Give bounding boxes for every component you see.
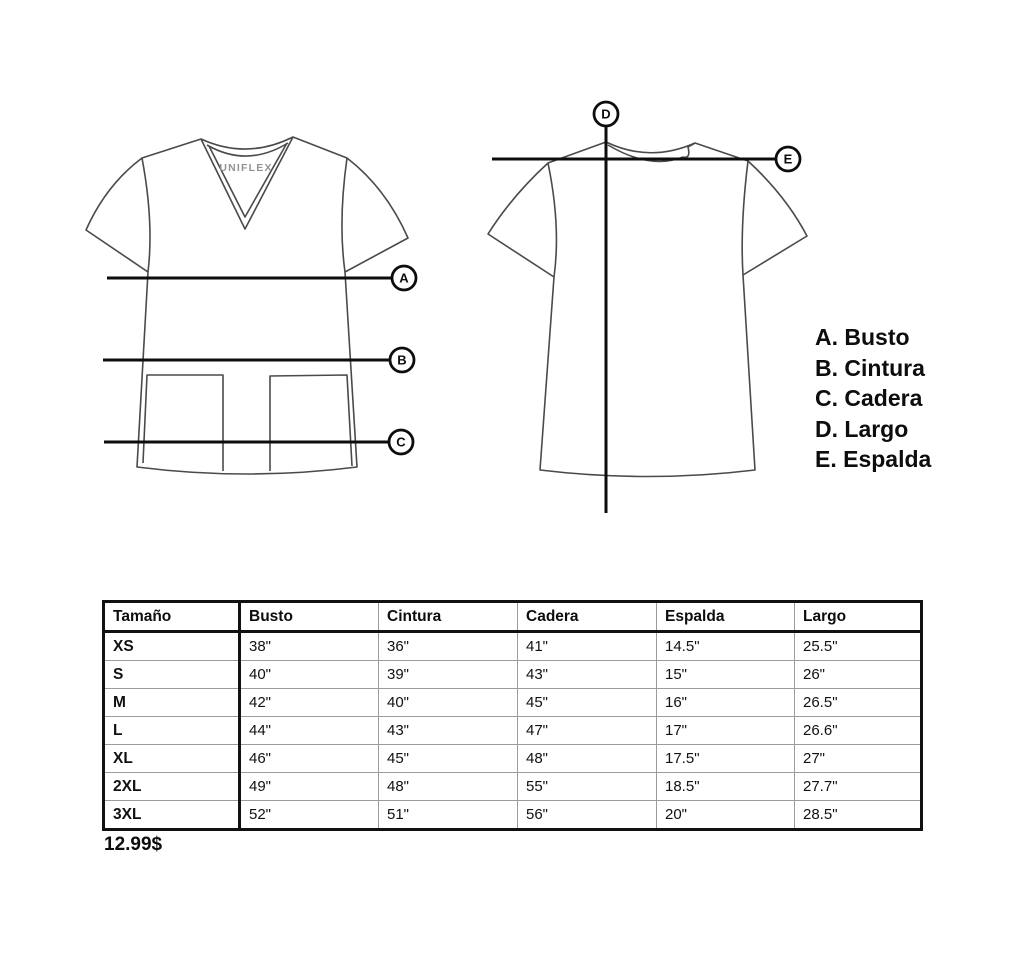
cell-cadera: 47"	[518, 717, 657, 745]
cell-cintura: 43"	[379, 717, 518, 745]
legend-item-busto: A. Busto	[815, 324, 910, 350]
measurement-legend	[815, 322, 931, 475]
header-espalda: Espalda	[657, 602, 795, 632]
cell-espalda: 15"	[657, 661, 795, 689]
cell-largo: 26.6"	[795, 717, 922, 745]
size-label: XL	[104, 745, 240, 773]
cell-cadera: 43"	[518, 661, 657, 689]
cell-espalda: 14.5"	[657, 632, 795, 661]
cell-largo: 27.7"	[795, 773, 922, 801]
cell-busto: 46"	[240, 745, 379, 773]
header-cintura: Cintura	[379, 602, 518, 632]
table-row-2xl	[104, 773, 922, 801]
cell-espalda: 18.5"	[657, 773, 795, 801]
marker-e	[776, 147, 800, 171]
header-busto: Busto	[240, 602, 379, 632]
table-row-l	[104, 717, 922, 745]
cell-espalda: 20"	[657, 801, 795, 830]
marker-b	[390, 348, 414, 372]
cell-largo: 25.5"	[795, 632, 922, 661]
marker-a	[392, 266, 416, 290]
table-row-xs	[104, 632, 922, 661]
cell-cintura: 39"	[379, 661, 518, 689]
size-table	[102, 600, 923, 831]
marker-letter-b: B	[397, 352, 407, 368]
size-label: M	[104, 689, 240, 717]
back-view-drawing	[488, 142, 807, 477]
size-label: S	[104, 661, 240, 689]
cell-cintura: 48"	[379, 773, 518, 801]
size-label: 2XL	[104, 773, 240, 801]
cell-busto: 52"	[240, 801, 379, 830]
marker-letter-d: D	[601, 106, 611, 122]
marker-letter-e: E	[783, 151, 793, 167]
cell-cadera: 41"	[518, 632, 657, 661]
front-view-drawing	[86, 137, 408, 474]
header-largo: Largo	[795, 602, 922, 632]
legend-item-espalda: E. Espalda	[815, 446, 932, 472]
cell-busto: 49"	[240, 773, 379, 801]
cell-cadera: 55"	[518, 773, 657, 801]
cell-cintura: 36"	[379, 632, 518, 661]
marker-d	[594, 102, 618, 126]
cell-cadera: 56"	[518, 801, 657, 830]
legend-item-largo: D. Largo	[815, 415, 909, 442]
header-cadera: Cadera	[518, 602, 657, 632]
cell-largo: 26"	[795, 661, 922, 689]
cell-busto: 42"	[240, 689, 379, 717]
cell-espalda: 17.5"	[657, 745, 795, 773]
marker-c	[389, 430, 413, 454]
brand-label: UNIFLEX	[219, 162, 273, 174]
cell-busto: 44"	[240, 717, 379, 745]
marker-letter-a: A	[399, 270, 409, 286]
cell-cadera: 48"	[518, 745, 657, 773]
cell-largo: 28.5"	[795, 801, 922, 830]
cell-espalda: 17"	[657, 717, 795, 745]
size-label: L	[104, 717, 240, 745]
header-tamano: Tamaño	[104, 602, 240, 632]
cell-largo: 27"	[795, 745, 922, 773]
front-body-outline	[86, 137, 408, 474]
table-row-3xl	[104, 801, 922, 830]
back-body-outline	[488, 142, 807, 477]
cell-cadera: 45"	[518, 689, 657, 717]
cell-cintura: 40"	[379, 689, 518, 717]
price-label: 12.99$	[104, 834, 163, 855]
cell-cintura: 45"	[379, 745, 518, 773]
cell-busto: 40"	[240, 661, 379, 689]
legend-item-cintura: B. Cintura	[815, 354, 925, 381]
cell-largo: 26.5"	[795, 689, 922, 717]
table-row-xl	[104, 745, 922, 773]
table-row-m	[104, 689, 922, 717]
size-label: 3XL	[104, 801, 240, 830]
cell-cintura: 51"	[379, 801, 518, 830]
table-row-s	[104, 661, 922, 689]
size-label: XS	[104, 632, 240, 661]
cell-busto: 38"	[240, 632, 379, 661]
table-header-row	[104, 602, 922, 632]
cell-espalda: 16"	[657, 689, 795, 717]
legend-item-cadera: C. Cadera	[815, 385, 923, 411]
marker-letter-c: C	[396, 434, 406, 450]
